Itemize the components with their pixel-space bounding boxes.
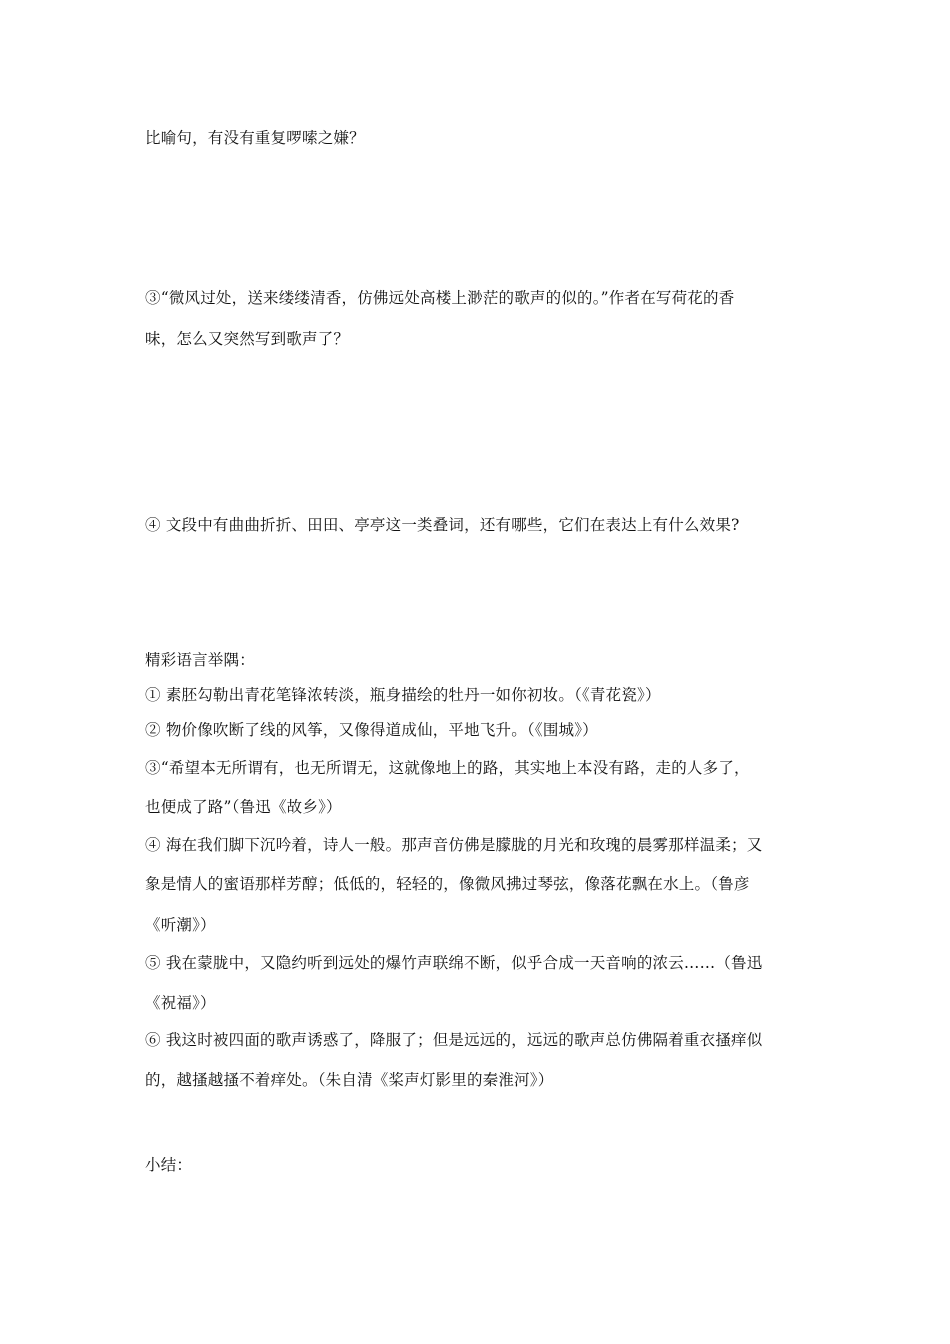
- example-3-line-2: 也便成了路”（鲁迅《故乡》）: [145, 798, 342, 816]
- example-4-line-3: 《听潮》）: [145, 916, 216, 934]
- example-6-line-2: 的，越搔越搔不着痒处。（朱自清《桨声灯影里的秦淮河》）: [145, 1071, 554, 1089]
- question-4: ④ 文段中有曲曲折折、田田、亭亭这一类叠词，还有哪些，它们在表达上有什么效果?: [145, 516, 740, 534]
- example-4-line-2: 象是情人的蜜语那样芳醇；低低的，轻轻的，像微风拂过琴弦，像落花飘在水上。（鲁彦: [145, 875, 750, 893]
- example-3-line-1: ③“希望本无所谓有，也无所谓无，这就像地上的路，其实地上本没有路，走的人多了，: [145, 759, 750, 777]
- example-5-line-2: 《祝福》）: [145, 994, 216, 1012]
- question-3-line-1: ③“微风过处，送来缕缕清香，仿佛远处高楼上渺茫的歌声的似的。”作者在写荷花的香: [145, 289, 735, 307]
- example-1: ① 素胚勾勒出青花笔锋浓转淡，瓶身描绘的牡丹一如你初妆。（《青花瓷》）: [145, 686, 661, 704]
- examples-heading: 精彩语言举隅：: [145, 651, 255, 669]
- question-2-continuation: 比喻句，有没有重复啰嗦之嫌？: [145, 129, 365, 147]
- summary-label: 小结：: [145, 1156, 193, 1174]
- example-2: ② 物价像吹断了线的风筝，又像得道成仙，平地飞升。（《围城》）: [145, 721, 598, 739]
- example-4-line-1: ④ 海在我们脚下沉吟着，诗人一般。那声音仿佛是朦胧的月光和玫瑰的晨雾那样温柔；又: [145, 836, 763, 854]
- example-5-line-1: ⑤ 我在蒙胧中，又隐约听到远处的爆竹声联绵不断，似乎合成一天音响的浓云……（鲁迅: [145, 954, 763, 972]
- example-6-line-1: ⑥ 我这时被四面的歌声诱惑了，降服了；但是远远的，远远的歌声总仿佛隔着重衣搔痒似: [145, 1031, 763, 1049]
- question-3-line-2: 味，怎么又突然写到歌声了？: [145, 330, 350, 348]
